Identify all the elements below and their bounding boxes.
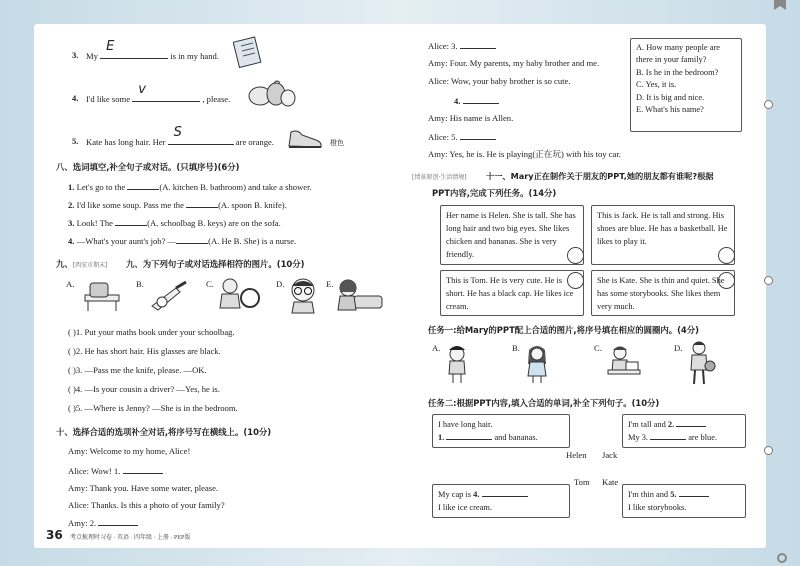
q3-handwritten-letter: E <box>106 39 115 54</box>
task2-blank-4[interactable] <box>482 488 528 497</box>
dialog-blank-3[interactable] <box>460 40 496 49</box>
s8-item-1-number: 1. <box>68 182 75 192</box>
ppt-card-kate-circle[interactable] <box>718 272 735 289</box>
task2-box-4-line-1 <box>628 488 740 501</box>
vegetables-icon <box>246 78 296 108</box>
options-box <box>630 38 742 132</box>
book-under-bag-icon <box>80 279 124 313</box>
s8-item-1-text: Let's go to the <box>76 182 126 192</box>
task2-box-2-my: My 3. <box>628 433 649 442</box>
gear-icon <box>776 552 788 564</box>
s10-line-3: Amy: Thank you. Have some water, please. <box>68 483 219 493</box>
task2-blank-3[interactable] <box>650 431 686 440</box>
s9-item-2 <box>68 346 221 357</box>
q3-row <box>86 39 219 62</box>
option-d: D. It is big and nice. <box>636 92 705 102</box>
q3-number: 3. <box>72 50 79 60</box>
task1-pic-c-label: C. <box>594 343 602 353</box>
task2-box-1 <box>432 414 570 448</box>
ppt-card-helen-text: Her name is Helen. She is tall. She has long hair and two big eyes. She likes chicken and bananas. She is very friendly. <box>446 211 576 259</box>
q3-pre: My <box>86 51 98 61</box>
s11-title-line-2: PPT内容,完成下列任务。(14分) <box>432 188 557 198</box>
task2-blank-1[interactable] <box>446 431 492 440</box>
task2-box-1-line-1: I have long hair. <box>438 420 493 429</box>
ppt-card-jack <box>591 205 735 265</box>
dialog-blank-4[interactable] <box>463 95 499 104</box>
task2-box-2-head: I'm tall and <box>628 420 666 429</box>
s8-item-4-options: (A. He B. She) is a nurse. <box>208 236 297 246</box>
s8-item-3-options: (A. schoolbag B. keys) are on the sofa. <box>147 218 281 228</box>
s9-item-4-paren[interactable]: ( ) <box>68 384 76 394</box>
dialog-line-4 <box>454 95 499 107</box>
s9-item-3-paren[interactable]: ( ) <box>68 365 76 375</box>
s8-item-1 <box>68 181 312 193</box>
s8-item-2-blank[interactable] <box>186 199 218 208</box>
book-icon <box>233 36 263 68</box>
s9-item-3 <box>68 365 207 376</box>
s8-item-2-options: (A. spoon B. knife). <box>218 200 287 210</box>
task2-box-2-line-1 <box>628 418 740 431</box>
s9-item-5-text: 5. —Where is Jenny? —She is in the bedroom. <box>75 403 238 413</box>
s8-item-3-text: Look! The <box>76 218 113 228</box>
option-e: E. What's his name? <box>636 105 704 115</box>
s9-pic-a-label: A. <box>66 279 75 289</box>
s10-line-2-text: Alice: Wow! 1. <box>68 466 121 476</box>
ppt-card-tom <box>440 270 584 316</box>
q5-row <box>86 125 274 148</box>
s9-item-5-paren[interactable]: ( ) <box>68 403 76 413</box>
s8-item-3-blank[interactable] <box>115 217 147 226</box>
q5-note: 橙色 <box>330 139 344 147</box>
s10-line-1: Amy: Welcome to my home, Alice! <box>68 446 191 456</box>
s8-item-4-blank[interactable] <box>176 235 208 244</box>
s10-blank-2[interactable] <box>98 517 138 526</box>
task2-box-3-tail: I like ice cream. <box>438 503 492 512</box>
name-tom: Tom <box>574 477 590 487</box>
s9-item-1-paren[interactable]: ( ) <box>68 327 76 337</box>
dialog-line-6-text: Alice: 5. <box>428 132 458 142</box>
ppt-card-tom-circle[interactable] <box>567 272 584 289</box>
s9-title: 九、为下列句子或对话选择相符的图片。(10分) <box>126 259 305 269</box>
s9-heading-number: 九、 <box>56 259 73 269</box>
s8-item-3 <box>68 217 281 229</box>
task2-box-4-head: I'm thin and <box>628 490 669 499</box>
task2-box-2-line-2 <box>628 431 740 444</box>
s8-item-3-number: 3. <box>68 218 75 228</box>
q5-pre: Kate has long hair. Her <box>86 137 166 147</box>
q4-handwritten-letter: v <box>138 82 146 97</box>
option-c: C. Yes, it is. <box>636 80 677 90</box>
s9-pic-c-label: C. <box>206 279 214 289</box>
dialog-line-7: Amy: Yes, he is. He is playing(正在玩) with his toy car. <box>428 149 621 159</box>
kid-cap-icon <box>444 344 470 384</box>
s10-blank-1[interactable] <box>123 465 163 474</box>
option-b: B. Is he in the bedroom? <box>636 67 719 77</box>
q5-post: are orange. <box>235 137 274 147</box>
girl-long-hair-icon <box>524 344 550 384</box>
s10-line-2 <box>68 465 163 477</box>
s8-item-4 <box>68 235 296 247</box>
name-jack: Jack <box>602 450 618 460</box>
section-9-title <box>56 258 107 270</box>
task2-box-3-line-1 <box>438 488 564 501</box>
q4-row <box>86 82 231 105</box>
q4-answer-blank[interactable] <box>132 82 200 102</box>
s9-item-1-text: 1. Put your maths book under your schoolbag. <box>75 327 235 337</box>
s9-item-1 <box>68 327 235 338</box>
task2-box-2-tail: are blue. <box>688 433 718 442</box>
task2-blank-2[interactable] <box>676 418 706 427</box>
dialog-line-3: Alice: Wow, your baby brother is so cute. <box>428 76 571 86</box>
task2-box-4 <box>622 484 746 518</box>
ppt-card-jack-text: This is Jack. He is tall and strong. His shoes are blue. He has a basketball. He likes to play it. <box>597 211 728 246</box>
s11-tag: [情景原创·生活情境] <box>412 174 467 181</box>
name-kate: Kate <box>602 477 619 487</box>
task2-box-1-number: 1. <box>438 433 445 442</box>
option-a: A. How many people are there in your family? <box>636 43 720 65</box>
name-helen: Helen <box>566 450 587 460</box>
s8-item-4-text: —What's your aunt's job? — <box>76 236 177 246</box>
task-1-title: 任务一:给Mary的PPT配上合适的图片,将序号填在相应的圆圈内。(4分) <box>428 325 699 335</box>
s9-item-5 <box>68 403 238 414</box>
s8-item-2 <box>68 199 287 211</box>
boy-basketball-icon <box>686 340 716 386</box>
q5-handwritten-letter: S <box>173 125 182 140</box>
binding-hole-2 <box>764 276 773 285</box>
girl-reading-icon <box>604 344 644 384</box>
s9-item-2-paren[interactable]: ( ) <box>68 346 76 356</box>
q3-answer-blank[interactable] <box>100 39 168 59</box>
s10-line-5 <box>68 517 138 529</box>
s9-item-4-text: 4. —Is your cousin a driver? —Yes, he is. <box>75 384 220 394</box>
s8-item-2-number: 2. <box>68 200 75 210</box>
q5-answer-blank[interactable] <box>168 125 234 145</box>
q3-post: is in my hand. <box>170 51 219 61</box>
ppt-card-jack-circle[interactable] <box>718 247 735 264</box>
s10-line-4: Alice: Thanks. Is this a photo of your family? <box>68 500 225 510</box>
ppt-card-kate <box>591 270 735 316</box>
s8-item-4-number: 4. <box>68 236 75 246</box>
boy-glasses-icon <box>284 276 322 314</box>
s9-item-2-text: 2. He has short hair. His glasses are black. <box>75 346 221 356</box>
s11-title-line-1: 十一、Mary正在制作关于朋友的PPT,她的朋友都有谁呢?根据 <box>486 171 714 181</box>
task2-box-3 <box>432 484 570 518</box>
task2-box-4-tail: I like storybooks. <box>628 503 687 512</box>
task1-pic-a-label: A. <box>432 343 441 353</box>
s9-item-4 <box>68 384 220 395</box>
section-10-title: 十、选择合适的选项补全对话,将序号写在横线上。(10分) <box>56 427 272 437</box>
task1-pic-d-label: D. <box>674 343 683 353</box>
dialog-line-1 <box>428 40 496 52</box>
ppt-card-kate-text: She is Kate. She is thin and quiet. She has some storybooks. She likes them very much. <box>597 276 725 311</box>
s8-item-1-blank[interactable] <box>127 181 159 190</box>
dialog-blank-5[interactable] <box>460 131 496 140</box>
s9-pic-b-label: B. <box>136 279 144 289</box>
girl-bedroom-icon <box>334 276 384 314</box>
s8-item-2-text: I'd like some soup. Pass me the <box>76 200 184 210</box>
dialog-line-4-text: 4. <box>454 96 461 106</box>
dialog-line-5: Amy: His name is Allen. <box>428 113 514 123</box>
ppt-card-tom-text: This is Tom. He is very cute. He is short. He has a black cap. He likes ice cream. <box>446 276 574 311</box>
knife-icon <box>146 280 190 314</box>
q4-number: 4. <box>72 93 79 103</box>
s8-item-1-options: (A. kitchen B. bathroom) and take a shower. <box>159 182 312 192</box>
q4-post: , please. <box>202 94 231 104</box>
section-8-title: 八、选词填空,补全句子或对话。(只填序号)(6分) <box>56 162 240 172</box>
s9-item-3-text: 3. —Pass me the knife, please. —OK. <box>75 365 207 375</box>
binding-hole-3 <box>764 446 773 455</box>
task2-box-3-head: My cap is <box>438 490 472 499</box>
q5-number: 5. <box>72 136 79 146</box>
task2-box-1-line-2 <box>438 431 564 444</box>
s9-title-text <box>126 258 304 270</box>
q4-pre: I'd like some <box>86 94 131 104</box>
ppt-card-helen-circle[interactable] <box>567 247 584 264</box>
shoes-icon <box>286 126 324 152</box>
s10-line-5-text: Amy: 2. <box>68 518 97 528</box>
s9-pic-d-label: D. <box>276 279 285 289</box>
s9-pic-e-label: E. <box>326 279 334 289</box>
page-footer: 考点梳理时习卷 · 英语 · 四年级 · 上册 · PEP版 <box>70 535 191 541</box>
task2-box-1-tail: and bananas. <box>494 433 538 442</box>
task2-box-4-number: 5. <box>670 490 677 499</box>
task2-box-2-number: 2. <box>667 420 675 429</box>
binding-hole-1 <box>764 100 773 109</box>
ppt-card-helen <box>440 205 584 265</box>
section-11-title-line-1 <box>412 171 467 181</box>
task2-box-2 <box>622 414 746 448</box>
dialog-line-6 <box>428 131 496 143</box>
dialog-line-1-text: Alice: 3. <box>428 41 458 51</box>
task2-blank-5[interactable] <box>679 488 709 497</box>
bookmark-icon <box>770 0 790 12</box>
task-2-title: 任务二:根据PPT内容,填入合适的单词,补全下列句子。(10分) <box>428 398 660 408</box>
task2-box-3-number: 4. <box>473 490 480 499</box>
dialog-line-2: Amy: Four. My parents, my baby brother and me. <box>428 58 600 68</box>
task1-pic-b-label: B. <box>512 343 520 353</box>
driver-icon <box>214 276 262 314</box>
s9-tag: [西安市期末] <box>72 262 108 269</box>
page-number: 36 <box>46 528 63 542</box>
